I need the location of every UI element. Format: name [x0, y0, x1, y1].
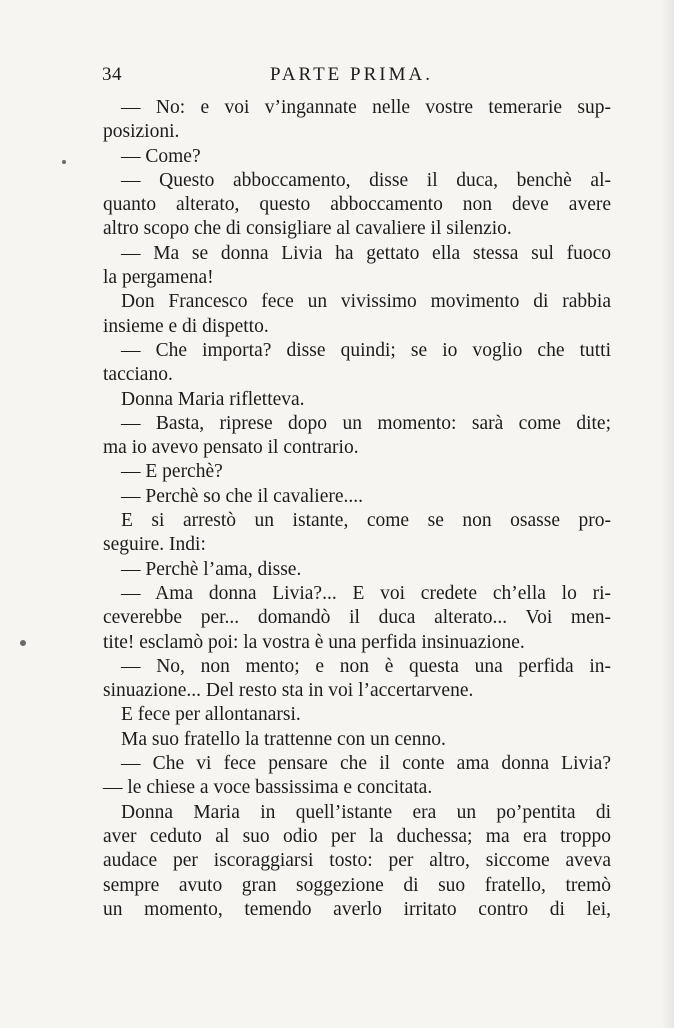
text-line: sempre avuto gran soggezione di suo fratello, tremò: [103, 874, 611, 896]
print-speck: [62, 160, 66, 164]
body-text: [103, 96, 611, 922]
text-line: — Che importa? disse quindi; se io voglio che tutti: [121, 339, 611, 361]
text-line: seguire. Indi:: [103, 534, 206, 556]
text-line: audace per iscoraggiarsi tosto: per altro, siccome aveva: [103, 850, 611, 872]
page-number: 34: [102, 64, 122, 85]
text-line: — Come?: [121, 145, 201, 167]
text-line: tacciano.: [103, 364, 173, 386]
text-line: — E perchè?: [121, 461, 223, 483]
text-line: Don Francesco fece un vivissimo movimento di rabbia: [121, 291, 611, 313]
text-line: un momento, temendo averlo irritato contro di lei,: [103, 898, 611, 920]
text-line: tite! esclamò poi: la vostra è una perfida insinuazione.: [103, 631, 525, 653]
text-line: Donna Maria rifletteva.: [121, 388, 305, 410]
text-line: — Ama donna Livia?... E voi credete ch’ella lo ri-: [121, 582, 611, 604]
text-line: — Basta, riprese dopo un momento: sarà come dite;: [121, 412, 611, 434]
text-line: — le chiese a voce bassissima e concitata.: [103, 777, 433, 799]
text-line: altro scopo che di consigliare al cavaliere il silenzio.: [103, 218, 512, 240]
text-line: Ma suo fratello la trattenne con un cenno.: [121, 728, 446, 750]
text-line: posizioni.: [103, 121, 180, 143]
text-line: Donna Maria in quell’istante era un po’pentita di: [121, 801, 611, 823]
running-title: PARTE PRIMA.: [270, 64, 433, 85]
text-line: — Ma se donna Livia ha gettato ella stessa sul fuoco: [121, 242, 611, 264]
text-line: sinuazione... Del resto sta in voi l’accertarvene.: [103, 680, 474, 702]
text-line: E fece per allontanarsi.: [121, 704, 301, 726]
text-line: aver ceduto al suo odio per la duchessa; ma era troppo: [103, 825, 611, 847]
text-line: ceverebbe per... domandò il duca alterato... Voi men-: [103, 607, 611, 629]
text-line: la pergamena!: [103, 267, 214, 289]
text-line: ma io avevo pensato il contrario.: [103, 437, 359, 459]
text-line: — Perchè so che il cavaliere....: [121, 485, 364, 507]
text-line: — Questo abboccamento, disse il duca, benchè al-: [121, 169, 611, 191]
text-line: — No: e voi v’ingannate nelle vostre temerarie sup-: [121, 97, 611, 118]
text-line: E si arrestò un istante, come se non osasse pro-: [121, 510, 611, 532]
print-speck: [20, 640, 26, 646]
text-line: — No, non mento; e non è questa una perfida in-: [121, 655, 611, 677]
text-line: insieme e di dispetto.: [103, 315, 269, 337]
text-line: — Che vi fece pensare che il conte ama donna Livia?: [121, 753, 611, 775]
page-edge-shadow: [660, 0, 674, 1028]
text-line: quanto alterato, questo abboccamento non deve avere: [103, 194, 611, 216]
text-line: — Perchè l’ama, disse.: [121, 558, 302, 580]
